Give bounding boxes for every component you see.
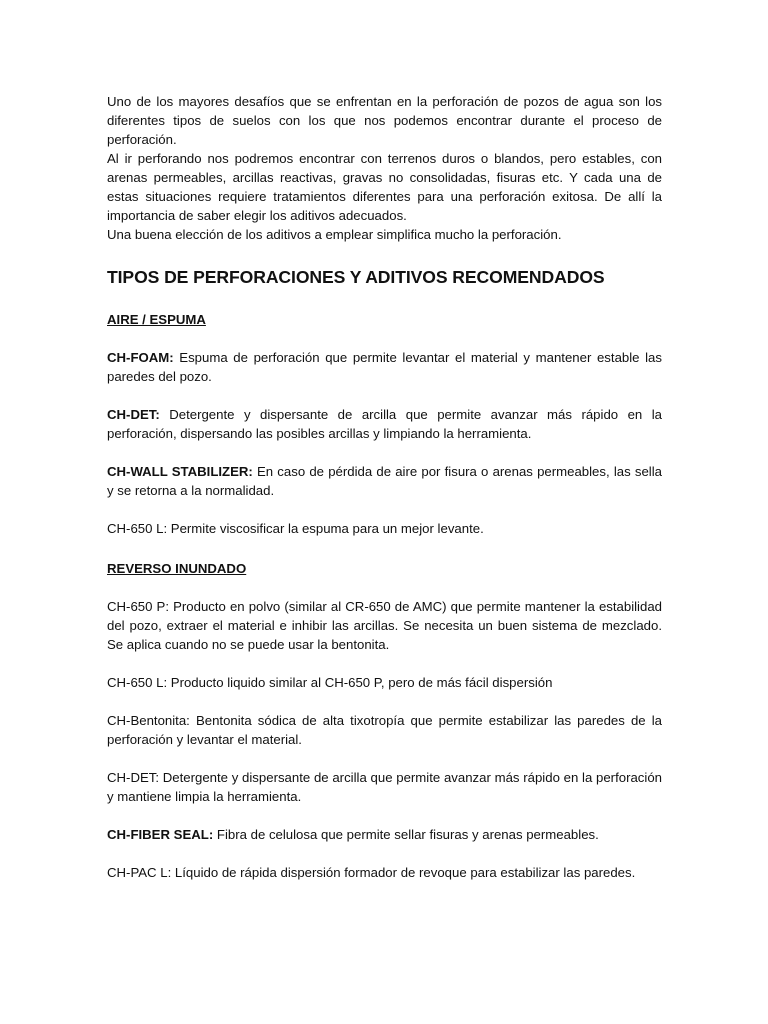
- additive-item: [107, 768, 662, 806]
- additive-item: [107, 405, 662, 443]
- intro-line: Una buena elección de los aditivos a emplear simplifica mucho la perforación.: [107, 227, 562, 242]
- additive-description: CH-650 L: Permite viscosificar la espuma para un mejor levante.: [107, 521, 484, 536]
- additive-item: [107, 597, 662, 654]
- intro-line: Al ir perforando nos podremos encontrar con terrenos duros o blandos, pero estables, con arenas permeables, arcillas reactivas, gravas no consolidadas, fisuras etc. Y cada una de estas situaciones requiere tratamientos diferentes para una perforación exitosa. De allí la importancia de saber elegir los aditivos adecuados.: [107, 151, 662, 223]
- additive-description: Detergente y dispersante de arcilla que permite avanzar más rápido en la perforación, dispersando las posibles arcillas y limpiando la herramienta.: [107, 407, 662, 441]
- additive-description: CH-DET: Detergente y dispersante de arcilla que permite avanzar más rápido en la perforación y mantiene limpia la herramienta.: [107, 770, 662, 804]
- additive-code: CH-FOAM:: [107, 350, 174, 365]
- additive-description: CH-PAC L: Líquido de rápida dispersión formador de revoque para estabilizar las paredes.: [107, 865, 636, 880]
- section-heading-reverso-inundado: REVERSO INUNDADO: [107, 561, 247, 576]
- document-page: [107, 92, 662, 882]
- additive-item: [107, 519, 662, 538]
- additive-item: [107, 863, 662, 882]
- additive-code: CH-DET:: [107, 407, 160, 422]
- additive-item: [107, 825, 662, 844]
- additive-item: [107, 673, 662, 692]
- additive-description: En caso de pérdida de aire por fisura o arenas permeables, las sella y se retorna a la normalidad.: [107, 464, 662, 498]
- additive-item: [107, 348, 662, 386]
- intro-paragraph: [107, 92, 662, 244]
- additive-description: CH-650 L: Producto liquido similar al CH-650 P, pero de más fácil dispersión: [107, 675, 553, 690]
- main-heading: TIPOS DE PERFORACIONES Y ADITIVOS RECOMENDADOS: [107, 267, 605, 287]
- additive-description: CH-Bentonita: Bentonita sódica de alta tixotropía que permite estabilizar las paredes de la perforación y levantar el material.: [107, 713, 662, 747]
- additive-item: [107, 462, 662, 500]
- additive-description: Espuma de perforación que permite levantar el material y mantener estable las paredes del pozo.: [107, 350, 662, 384]
- additive-item: [107, 711, 662, 749]
- intro-line: Uno de los mayores desafíos que se enfrentan en la perforación de pozos de agua son los diferentes tipos de suelos con los que nos podemos encontrar durante el proceso de perforación.: [107, 94, 662, 147]
- section-heading-aire-espuma: AIRE / ESPUMA: [107, 312, 206, 327]
- additive-description: CH-650 P: Producto en polvo (similar al CR-650 de AMC) que permite mantener la estabilidad del pozo, extraer el material e inhibir las arcillas. Se necesita un buen sistema de mezclado. Se aplica cuando no se puede usar la bentonita.: [107, 599, 662, 652]
- additive-code: CH-WALL STABILIZER:: [107, 464, 253, 479]
- additive-description: Fibra de celulosa que permite sellar fisuras y arenas permeables.: [213, 827, 599, 842]
- additive-code: CH-FIBER SEAL:: [107, 827, 214, 842]
